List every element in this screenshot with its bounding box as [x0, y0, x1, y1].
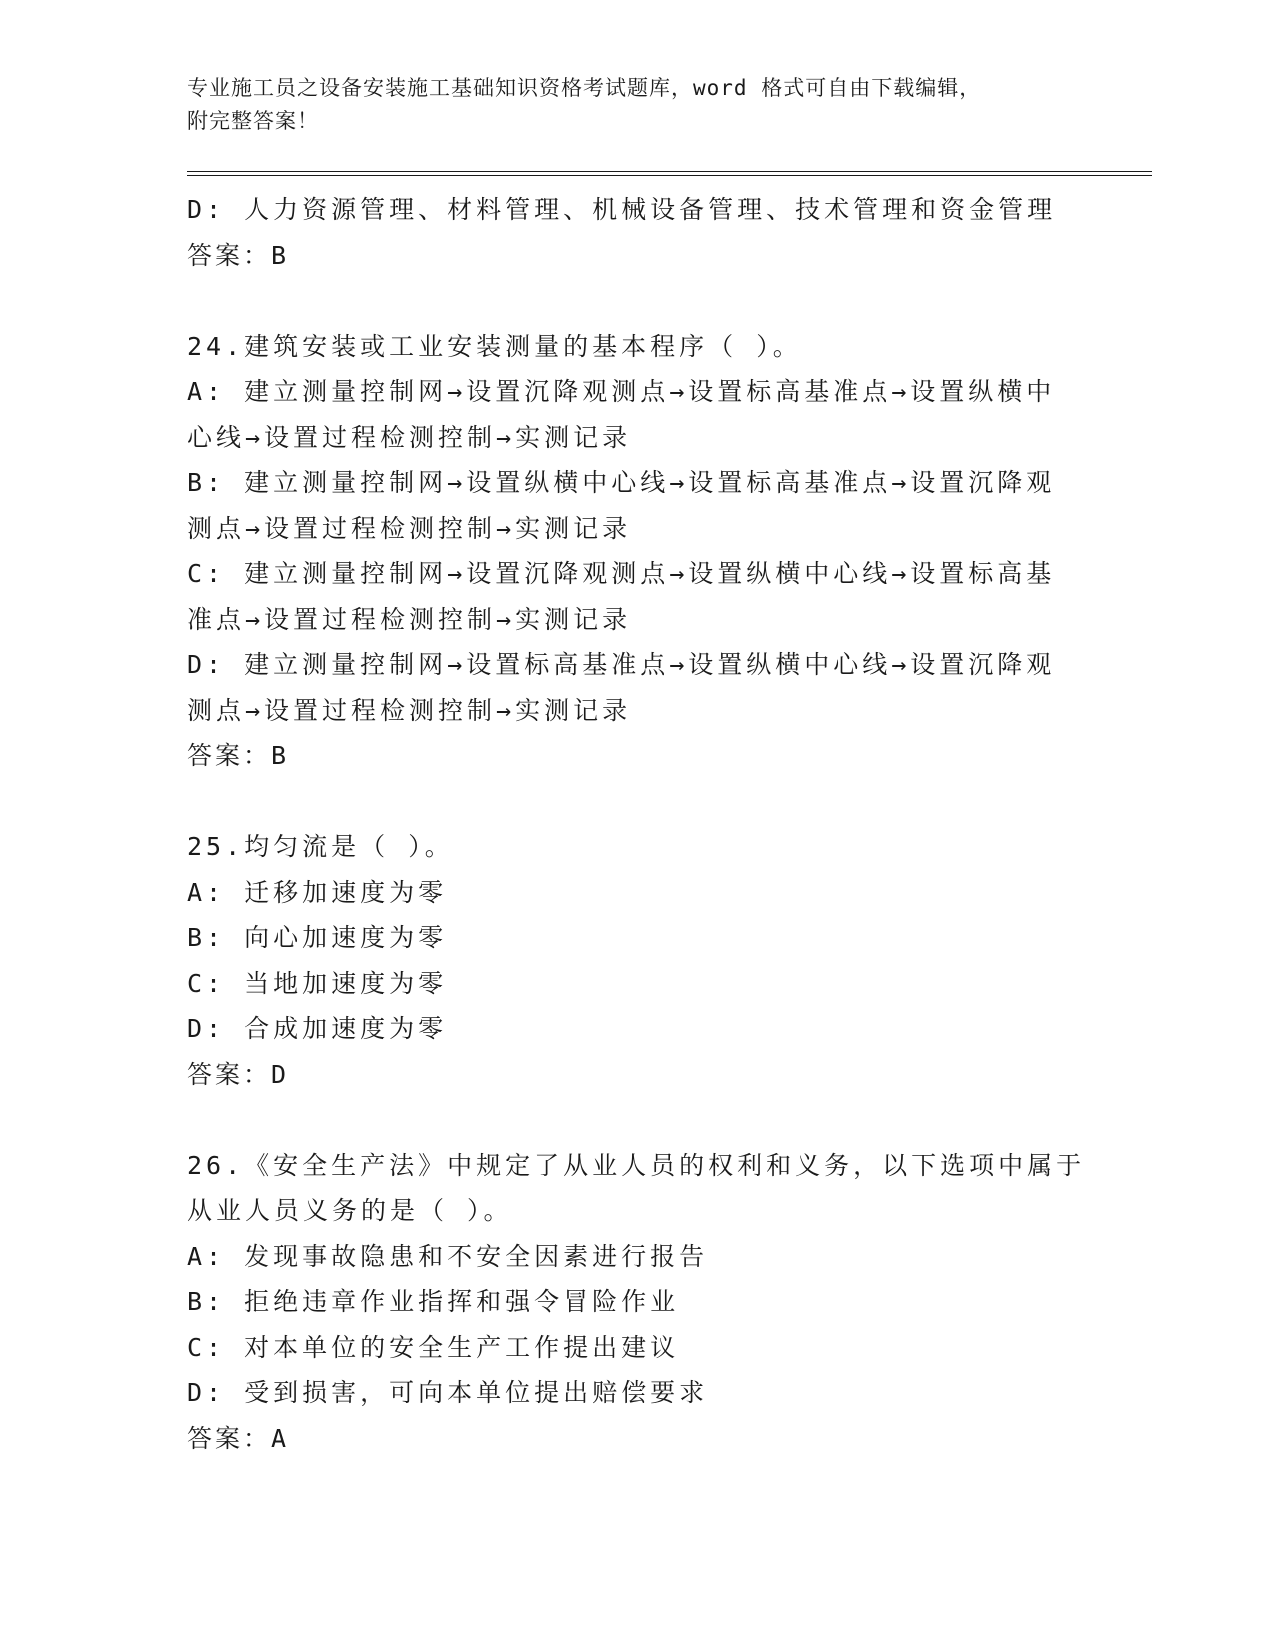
answer: 答案：B [187, 240, 290, 270]
question-content [187, 187, 1087, 1461]
option-c-line-1: C: 建立测量控制网→设置沉降观测点→设置纵横中心线→设置标高基 [187, 559, 1056, 588]
option-d: D: 合成加速度为零 [187, 1014, 448, 1043]
header-divider-bottom [187, 175, 1152, 176]
option-d-line-1: D: 建立测量控制网→设置标高基准点→设置纵横中心线→设置沉降观 [187, 650, 1056, 679]
question-text-line-2: 从业人员义务的是（ ）。 [187, 1196, 513, 1225]
question-25 [187, 824, 1087, 1097]
option-a-line-2: 心线→设置过程检测控制→实测记录 [187, 422, 632, 452]
option-a-line-1: A: 建立测量控制网→设置沉降观测点→设置标高基准点→设置纵横中 [187, 377, 1056, 406]
option-d: D: 人力资源管理、材料管理、机械设备管理、技术管理和资金管理 [187, 195, 1057, 224]
option-b: B: 拒绝违章作业指挥和强令冒险作业 [187, 1287, 680, 1316]
option-a: A: 发现事故隐患和不安全因素进行报告 [187, 1241, 709, 1271]
option-d: D: 受到损害，可向本单位提出赔偿要求 [187, 1378, 709, 1407]
option-b: B: 向心加速度为零 [187, 923, 448, 952]
option-a: A: 迁移加速度为零 [187, 877, 448, 907]
question-text-line-1: 26.《安全生产法》中规定了从业人员的权利和义务，以下选项中属于 [187, 1150, 1086, 1180]
answer: 答案：A [187, 1423, 290, 1453]
previous-question-tail [187, 187, 1087, 278]
question-text: 24.建筑安装或工业安装测量的基本程序（ ）。 [187, 331, 802, 361]
answer: 答案：B [187, 741, 290, 770]
spacer [187, 779, 1087, 825]
option-c: C: 对本单位的安全生产工作提出建议 [187, 1332, 680, 1362]
header-line-1: 专业施工员之设备安装施工基础知识资格考试题库，word 格式可自由下载编辑， [187, 76, 982, 100]
header-line-2: 附完整答案！ [187, 109, 319, 133]
option-b-line-2: 测点→设置过程检测控制→实测记录 [187, 513, 632, 543]
option-d-line-2: 测点→设置过程检测控制→实测记录 [187, 695, 632, 725]
question-24 [187, 324, 1087, 779]
answer: 答案：D [187, 1059, 290, 1089]
option-b-line-1: B: 建立测量控制网→设置纵横中心线→设置标高基准点→设置沉降观 [187, 468, 1056, 497]
question-text: 25.均匀流是（ ）。 [187, 832, 454, 861]
option-c-line-2: 准点→设置过程检测控制→实测记录 [187, 604, 632, 634]
spacer [187, 1097, 1087, 1143]
spacer [187, 278, 1087, 324]
question-26 [187, 1143, 1087, 1462]
header-divider-top [187, 171, 1152, 172]
document-header [187, 72, 1067, 138]
option-c: C: 当地加速度为零 [187, 968, 448, 998]
